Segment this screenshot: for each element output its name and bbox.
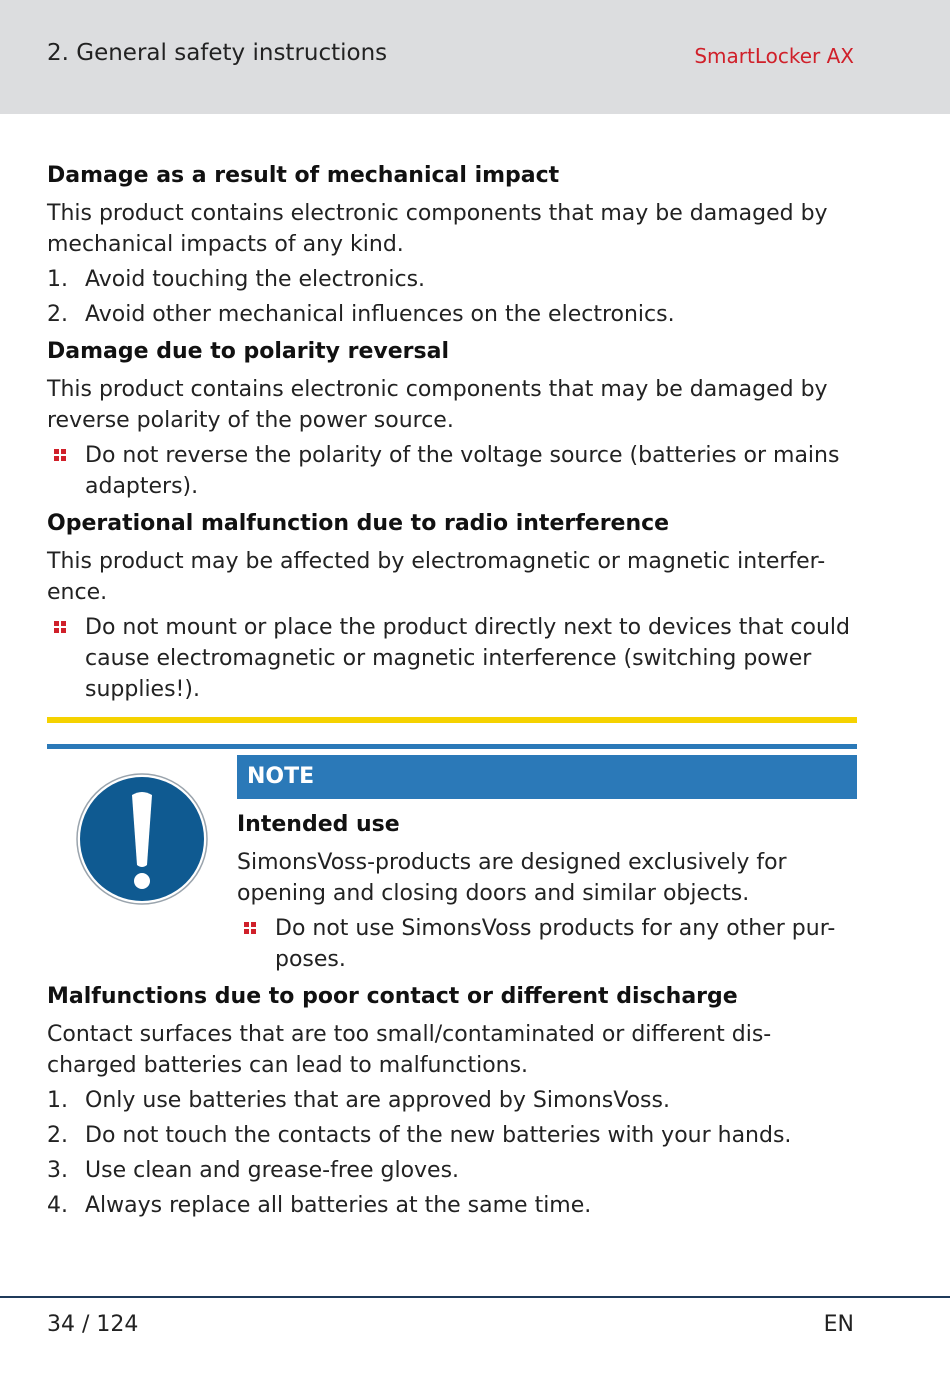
- note-content: [237, 755, 857, 975]
- product-name: SmartLocker AX: [694, 44, 854, 68]
- square-bullet-icon: [54, 621, 66, 633]
- section-polarity-reversal: [47, 336, 857, 502]
- note-body-text: SimonsVoss-products are designed exclusively for opening and closing doors and similar objects.: [237, 850, 787, 906]
- section-poor-contact: [47, 981, 857, 1221]
- list-number: 2.: [47, 1123, 68, 1148]
- section-body: This product contains electronic components that may be damaged by reverse polarity of the power source.: [47, 377, 828, 433]
- note-heading: Intended use: [237, 812, 400, 837]
- list-number: 4.: [47, 1193, 68, 1218]
- note-divider: [47, 744, 857, 749]
- page-header: [0, 0, 950, 114]
- list-number: 1.: [47, 1088, 68, 1113]
- section-body: This product contains electronic components that may be damaged by mechanical impacts of any kind.: [47, 201, 828, 257]
- section-body: This product may be affected by electromagnetic or magnetic interfer-ence.: [47, 549, 826, 605]
- numbered-list: [47, 264, 857, 330]
- language-code: EN: [823, 1312, 854, 1337]
- list-number: 1.: [47, 267, 68, 292]
- page-content: [47, 160, 857, 1227]
- list-number: 2.: [47, 302, 68, 327]
- section-heading: Malfunctions due to poor contact or different discharge: [47, 984, 738, 1009]
- bullet-list: [47, 440, 857, 502]
- list-item: 4. Always replace all batteries at the same time.: [47, 1190, 857, 1221]
- bullet-list: [237, 913, 857, 975]
- section-body: Contact surfaces that are too small/contaminated or different dis-charged batteries can lead to malfunctions.: [47, 1022, 772, 1078]
- bullet-list: [47, 612, 857, 705]
- section-radio-interference: [47, 508, 857, 705]
- warning-divider: [47, 717, 857, 723]
- list-item: 3. Use clean and grease-free gloves.: [47, 1155, 857, 1186]
- list-item: 1. Avoid touching the electronics.: [47, 264, 857, 295]
- list-item: Do not use SimonsVoss products for any other pur-poses.: [237, 913, 857, 975]
- list-item: Do not mount or place the product directly next to devices that could cause electromagnetic or magnetic interference (switching power supplies!).: [47, 612, 857, 705]
- list-item: 2. Avoid other mechanical influences on the electronics.: [47, 299, 857, 330]
- list-item: 1. Only use batteries that are approved by SimonsVoss.: [47, 1085, 857, 1116]
- section-heading: Damage as a result of mechanical impact: [47, 163, 560, 188]
- numbered-list: [47, 1085, 857, 1221]
- note-box: [47, 744, 857, 975]
- footer-divider: [0, 1296, 950, 1298]
- square-bullet-icon: [54, 449, 66, 461]
- section-mechanical-impact: [47, 160, 857, 330]
- section-heading: Damage due to polarity reversal: [47, 339, 450, 364]
- exclamation-circle-icon: [76, 773, 208, 905]
- list-item: Do not reverse the polarity of the voltage source (batteries or mains adapters).: [47, 440, 857, 502]
- section-title: 2. General safety instructions: [47, 40, 388, 66]
- list-number: 3.: [47, 1158, 68, 1183]
- note-label: NOTE: [237, 755, 857, 799]
- page-number: 34 / 124: [47, 1312, 139, 1337]
- square-bullet-icon: [244, 922, 256, 934]
- section-heading: Operational malfunction due to radio interference: [47, 511, 670, 536]
- list-item: 2. Do not touch the contacts of the new batteries with your hands.: [47, 1120, 857, 1151]
